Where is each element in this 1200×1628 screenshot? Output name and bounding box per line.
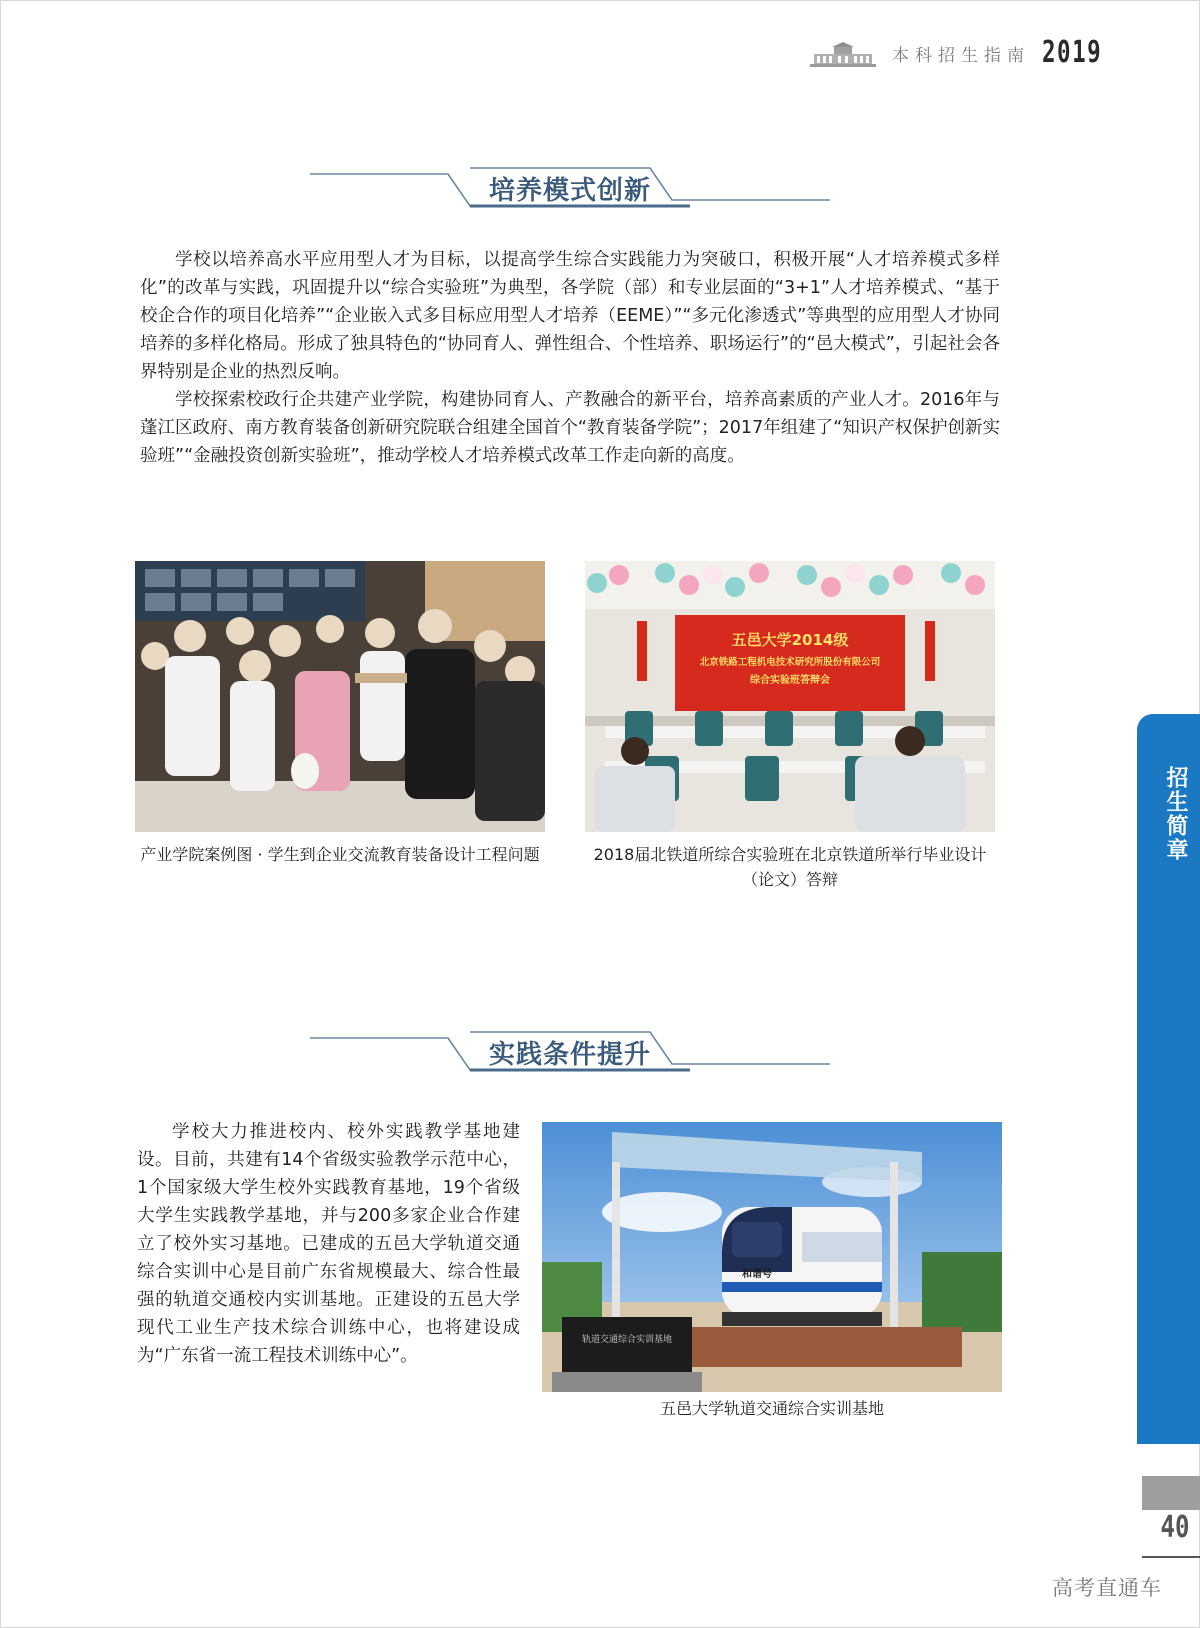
photo-1-caption: 产业学院案例图 · 学生到企业交流教育装备设计工程问题 — [140, 845, 540, 864]
section-2-body — [137, 1118, 520, 1370]
photo-rail-training-base — [542, 1122, 1002, 1392]
section-title-2-text: 实践条件提升 — [488, 1040, 651, 1070]
section-title-1 — [310, 164, 830, 210]
photo-2-caption: 2018届北铁道所综合实验班在北京铁道所举行毕业设计（论文）答辩 — [593, 845, 987, 889]
page-number-underline — [1142, 1556, 1200, 1558]
banner-line-2: 北京铁路工程机电技术研究所股份有限公司 — [699, 657, 881, 668]
banner-line-1: 五邑大学2014级 — [731, 631, 849, 649]
side-tab — [1137, 714, 1200, 1444]
section-1-paragraph-2: 学校探索校政行企共建产业学院，构建协同育人、产教融合的新平台，培养高素质的产业人才。2016年与蓬江区政府、南方教育装备创新研究院联合组建全国首个“教育装备学院”；2017年组建了“知识产权保护创新实验班”“金融投资创新实验班”，推动学校人才培养模式改革工作走向新的高度。 — [140, 390, 1000, 466]
section-2-paragraph: 学校大力推进校内、校外实践教学基地建设。目前，共建有14个省级实验教学示范中心，1个国家级大学生校外实践教育基地，19个省级大学生实践教学基地，并与200多家企业合作建立了校外实习基地。已建成的五邑大学轨道交通综合实训中心是目前广东省规模最大、综合性最强的轨道交通校内实训基地。正建设的五邑大学现代工业生产技术综合训练中心，也将建设成为“广东省一流工程技术训练中心”。 — [137, 1122, 520, 1366]
side-tab-label: 招生简章 — [1163, 766, 1188, 862]
stone-inscription: 轨道交通综合实训基地 — [581, 1335, 673, 1345]
page-number: 40 — [1160, 1510, 1190, 1545]
header-year: 2019 — [1042, 35, 1103, 70]
page-header — [808, 35, 1114, 70]
train-label: 和谐号 — [742, 1269, 772, 1280]
photo-students-industry — [135, 561, 545, 832]
photo-thesis-defense — [585, 561, 995, 832]
section-1-paragraph-1: 学校以培养高水平应用型人才为目标，以提高学生综合实践能力为突破口，积极开展“人才培养模式多样化”的改革与实践，巩固提升以“综合实验班”为典型，各学院（部）和专业层面的“3+1”人才培养模式、“基于校企合作的项目化培养”“企业嵌入式多目标应用型人才培养（EEME）”“多元化渗透式”等典型的应用型人才协同培养的多样化格局。形成了独具特色的“协同育人、弹性组合、个性培养、职场运行”的“邑大模式”，引起社会各界特别是企业的热烈反响。 — [140, 250, 1000, 382]
section-title-2 — [310, 1028, 830, 1074]
section-title-1-text: 培养模式创新 — [488, 176, 651, 206]
watermark: 高考直通车 — [1052, 1576, 1162, 1600]
banner-line-3: 综合实验班答辩会 — [750, 675, 830, 686]
photo-3-caption: 五邑大学轨道交通综合实训基地 — [659, 1399, 884, 1418]
page-number-block — [1142, 1476, 1200, 1510]
building-logo-icon — [808, 42, 878, 68]
header-subtitle: 本科招生指南 — [892, 46, 1030, 66]
section-1-body — [140, 246, 1000, 470]
